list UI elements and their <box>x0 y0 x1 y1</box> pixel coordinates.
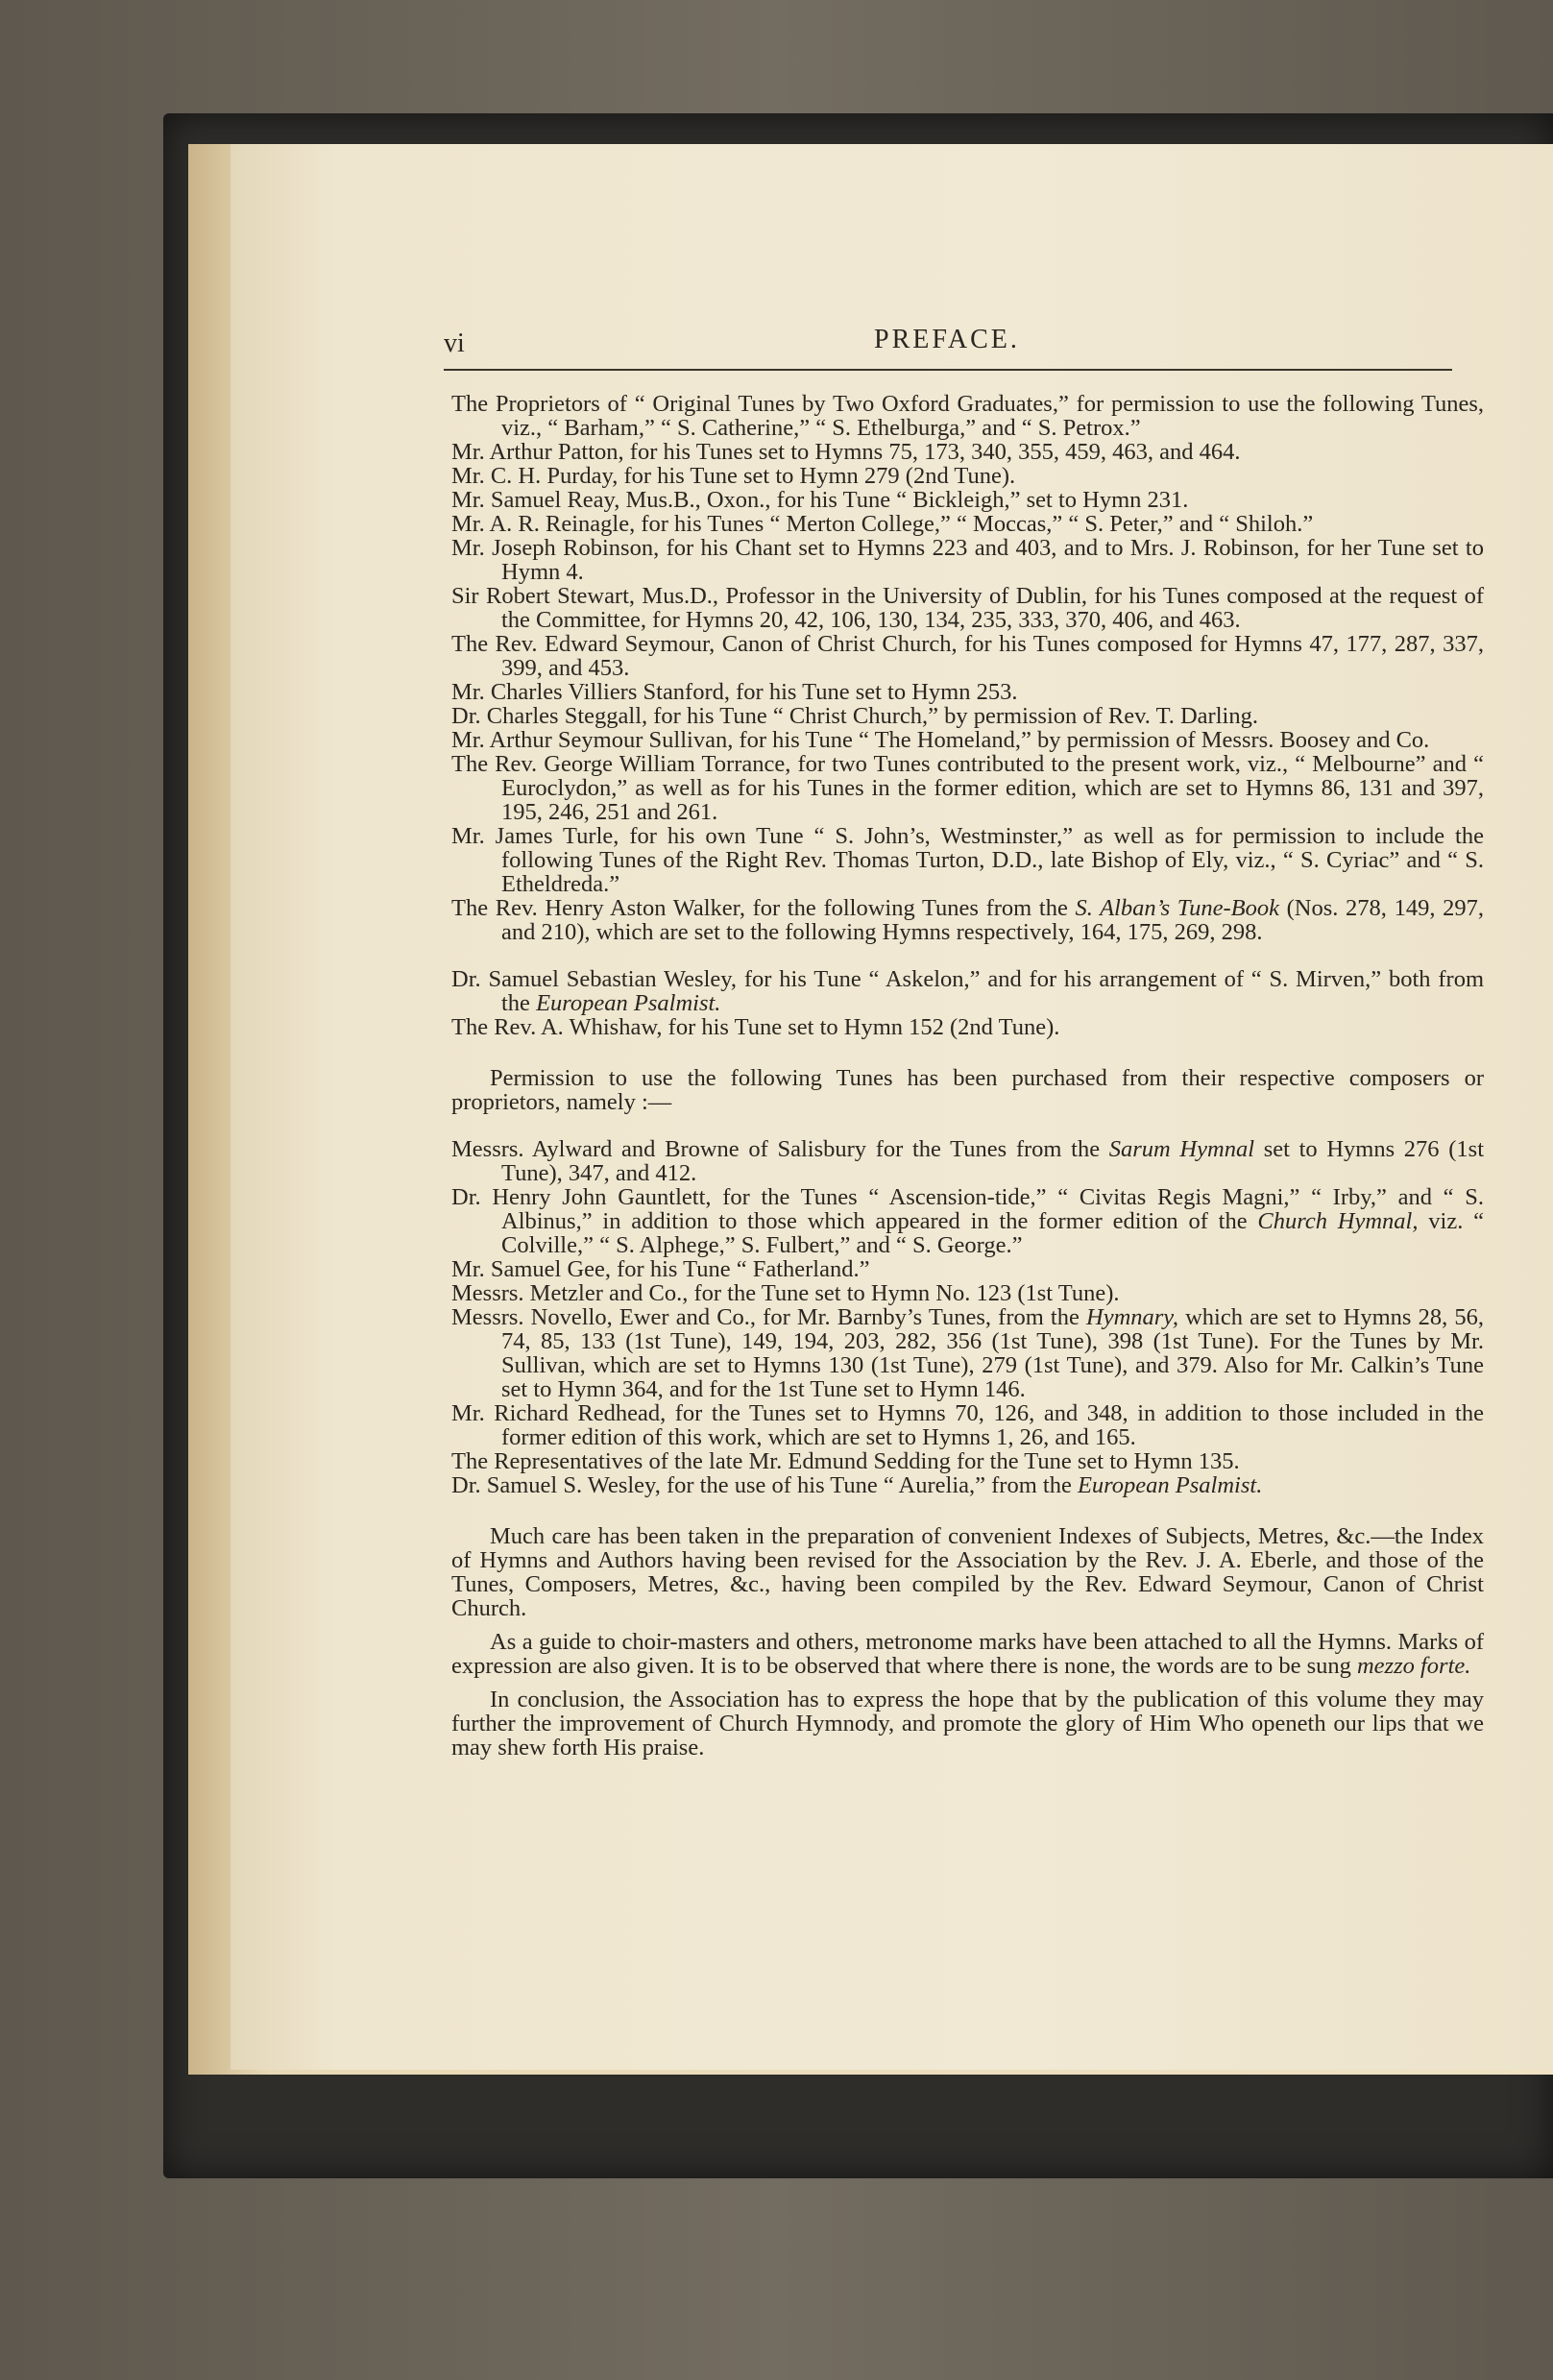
acknowledgement-entry: Mr. A. R. Reinagle, for his Tunes “ Merton College,” “ Moccas,” “ S. Peter,” and “ Shiloh.” <box>451 511 1314 537</box>
entry-text: Messrs. Aylward and Browne of Salisbury for the Tunes from the <box>451 1136 1109 1162</box>
header-rule <box>444 369 1452 371</box>
entry-text: (Nos. 278, 149, 297, and 210), which are set to the following Hymns respectively, 164, 175, 269, 298. <box>501 895 1484 945</box>
entry-text: set to Hymns 276 (1st Tune), 347, and 412. <box>501 1136 1484 1186</box>
acknowledgement-entry: Mr. James Turle, for his own Tune “ S. John’s, Westminster,” as well as for permission to include the following Tunes of the Right Rev. Thomas Turton, D.D., late Bishop of Ely, viz., “ S. Cyriac” and “ S. Etheldreda.” <box>451 823 1484 897</box>
closing-conclusion: In conclusion, the Association has to express the hope that by the publication of this volume they may further the improvement of Church Hymnody, and promote the glory of Him Who openeth our lips that we may shew forth His praise. <box>451 1687 1484 1761</box>
purchased-entry: Messrs. Metzler and Co., for the Tune set to Hymn No. 123 (1st Tune). <box>451 1280 1120 1306</box>
preface-body <box>451 392 1484 1760</box>
purchased-entry: Mr. Samuel Gee, for his Tune “ Fatherland.” <box>451 1256 870 1282</box>
acknowledgement-entry: Sir Robert Stewart, Mus.D., Professor in the University of Dublin, for his Tunes composed at the request of the Committee, for Hymns 20, 42, 106, 130, 134, 235, 333, 370, 406, and 463. <box>451 583 1484 633</box>
purchased-entry-wesley <box>451 1473 1484 1497</box>
acknowledgement-entry: The Rev. Edward Seymour, Canon of Christ Church, for his Tunes composed for Hymns 47, 177, 287, 337, 399, and 453. <box>451 631 1484 681</box>
acknowledgement-entry-wesley <box>451 967 1484 1015</box>
acknowledgement-entry: Dr. Charles Steggall, for his Tune “ Christ Church,” by permission of Rev. T. Darling. <box>451 703 1258 729</box>
acknowledgement-entry: Mr. Charles Villiers Stanford, for his Tune set to Hymn 253. <box>451 679 1018 705</box>
entry-text: viz. “ Colville,” “ S. Alphege,” S. Fulbert,” and “ S. George.” <box>501 1208 1484 1258</box>
book-title: European Psalmist. <box>1077 1472 1263 1498</box>
acknowledgement-entry: Mr. Samuel Reay, Mus.B., Oxon., for his Tune “ Bickleigh,” set to Hymn 231. <box>451 487 1189 513</box>
acknowledgement-entry: The Rev. A. Whishaw, for his Tune set to Hymn 152 (2nd Tune). <box>451 1014 1060 1040</box>
acknowledgement-entry: Mr. Arthur Seymour Sullivan, for his Tune “ The Homeland,” by permission of Messrs. Boosey and Co. <box>451 727 1430 753</box>
expression-term: mezzo forte. <box>1356 1653 1471 1679</box>
book-title: S. Alban’s Tune-Book <box>1075 895 1279 921</box>
acknowledgement-entry-walker <box>451 896 1484 944</box>
purchased-entry: Mr. Richard Redhead, for the Tunes set to Hymns 70, 126, and 348, in addition to those included in the former edition of this work, which are set to Hymns 1, 26, and 165. <box>451 1400 1484 1450</box>
book-title: Church Hymnal, <box>1257 1208 1419 1234</box>
entry-text: Dr. Henry John Gauntlett, for the Tunes “ Ascension-tide,” “ Civitas Regis Magni,” “ Irby,” and “ S. Albinus,” in addition to those which appeared in the former edition of the <box>451 1184 1484 1234</box>
entry-text: which are set to Hymns 28, 56, 74, 85, 133 (1st Tune), 149, 194, 203, 282, 356 (1st Tune), 398 (1st Tune). For the Tunes by Mr. Sullivan, which are set to Hymns 130 (1st Tune), 279 (1st Tune), and 379. Also for Mr. Calkin’s Tune set to Hymn 364, and for the 1st Tune set to Hymn 146. <box>501 1304 1484 1402</box>
entry-text: As a guide to choir-masters and others, metronome marks have been attached to all the Hymns. Marks of expression are also given. It is to be observed that where there is none, the words are to be sung <box>451 1629 1484 1679</box>
entry-text: Messrs. Novello, Ewer and Co., for Mr. Barnby’s Tunes, from the <box>451 1304 1086 1330</box>
book-title: European Psalmist. <box>536 990 721 1016</box>
purchased-entry-aylward <box>451 1137 1484 1185</box>
page-number: vi <box>444 328 465 358</box>
purchased-entry-gauntlett <box>451 1185 1484 1257</box>
entry-text: The Rev. Henry Aston Walker, for the following Tunes from the <box>451 895 1076 921</box>
acknowledgement-entry: Mr. C. H. Purday, for his Tune set to Hymn 279 (2nd Tune). <box>451 463 1016 489</box>
acknowledgement-entry: Mr. Arthur Patton, for his Tunes set to Hymns 75, 173, 340, 355, 459, 463, and 464. <box>451 439 1241 465</box>
running-head: PREFACE. <box>874 325 1020 354</box>
purchased-entry: The Representatives of the late Mr. Edmund Sedding for the Tune set to Hymn 135. <box>451 1448 1240 1474</box>
book-title: Sarum Hymnal <box>1108 1136 1254 1162</box>
book-title: Hymnary, <box>1086 1304 1178 1330</box>
acknowledgement-entry: The Rev. George William Torrance, for two Tunes contributed to the present work, viz., “ Melbourne” and “ Euroclydon,” as well as for his Tunes in the former edition, which are set to Hymns 86, 131 and 397, 195, 246, 251 and 261. <box>451 751 1484 825</box>
entry-text: Dr. Samuel S. Wesley, for the use of his Tune “ Aurelia,” from the <box>451 1472 1078 1498</box>
acknowledgement-entry: The Proprietors of “ Original Tunes by Two Oxford Graduates,” for permission to use the following Tunes, viz., “ Barham,” “ S. Catherine,” “ S. Ethelburga,” and “ S. Petrox.” <box>451 391 1484 441</box>
purchased-entry-novello <box>451 1305 1484 1401</box>
closing-metronome <box>451 1630 1484 1678</box>
purchased-intro: Permission to use the following Tunes has been purchased from their respective composers or proprietors, namely :— <box>451 1065 1484 1115</box>
entry-text: Dr. Samuel Sebastian Wesley, for his Tune “ Askelon,” and for his arrangement of “ S. Mirven,” both from the <box>451 966 1484 1016</box>
acknowledgement-entry: Mr. Joseph Robinson, for his Chant set to Hymns 223 and 403, and to Mrs. J. Robinson, for her Tune set to Hymn 4. <box>451 535 1484 585</box>
closing-indexes: Much care has been taken in the preparation of convenient Indexes of Subjects, Metres, &c.—the Index of Hymns and Authors having been revised for the Association by the Rev. J. A. Eberle, and those of the Tunes, Composers, Metres, &c., having been compiled by the Rev. Edward Seymour, Canon of Christ Church. <box>451 1523 1484 1621</box>
